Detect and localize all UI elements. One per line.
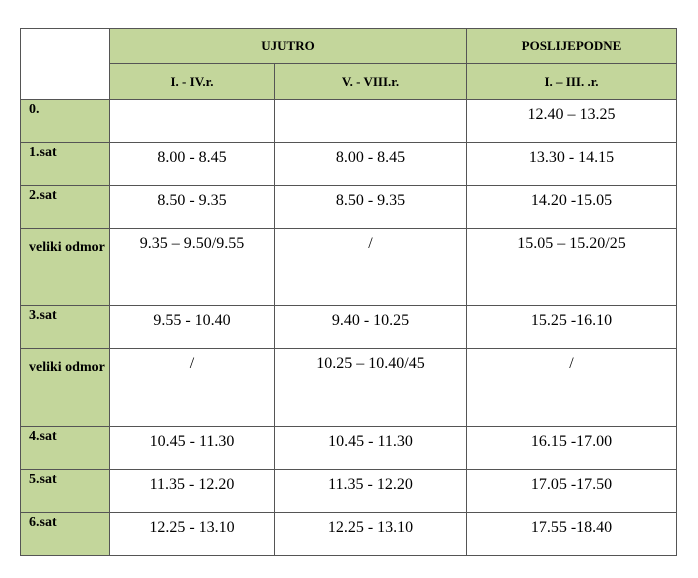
period-label: 2.sat <box>21 186 110 229</box>
period-label: veliki odmor <box>21 229 110 306</box>
time-cell: 16.15 -17.00 <box>467 427 677 470</box>
time-cell <box>275 100 467 143</box>
table-row <box>21 143 677 186</box>
grade-low-header: I. - IV.r. <box>110 64 275 100</box>
header-row-grades <box>21 64 677 100</box>
time-cell: 17.55 -18.40 <box>467 513 677 556</box>
time-cell: 10.25 – 10.40/45 <box>275 349 467 427</box>
table-row <box>21 513 677 556</box>
time-cell <box>110 100 275 143</box>
time-cell: 11.35 - 12.20 <box>275 470 467 513</box>
time-cell: 13.30 - 14.15 <box>467 143 677 186</box>
time-cell: 8.50 - 9.35 <box>110 186 275 229</box>
time-cell: 10.45 - 11.30 <box>275 427 467 470</box>
morning-header: UJUTRO <box>110 29 467 64</box>
header-row-top <box>21 29 677 64</box>
table-row <box>21 470 677 513</box>
grade-high-header: V. - VIII.r. <box>275 64 467 100</box>
time-cell: 8.50 - 9.35 <box>275 186 467 229</box>
time-cell: 12.25 - 13.10 <box>275 513 467 556</box>
time-cell: / <box>467 349 677 427</box>
time-cell: 9.35 – 9.50/9.55 <box>110 229 275 306</box>
period-label: 4.sat <box>21 427 110 470</box>
time-cell: / <box>110 349 275 427</box>
table-row <box>21 306 677 349</box>
grade-pm-header: I. – III. .r. <box>467 64 677 100</box>
table-row <box>21 186 677 229</box>
time-cell: 17.05 -17.50 <box>467 470 677 513</box>
time-cell: 8.00 - 8.45 <box>275 143 467 186</box>
period-label: 6.sat <box>21 513 110 556</box>
time-cell: 14.20 -15.05 <box>467 186 677 229</box>
table-row <box>21 349 677 427</box>
period-label: 1.sat <box>21 143 110 186</box>
time-cell: 11.35 - 12.20 <box>110 470 275 513</box>
table-row <box>21 427 677 470</box>
time-cell: 15.25 -16.10 <box>467 306 677 349</box>
time-cell: 15.05 – 15.20/25 <box>467 229 677 306</box>
table-row <box>21 229 677 306</box>
period-label: 0. <box>21 100 110 143</box>
time-cell: 10.45 - 11.30 <box>110 427 275 470</box>
time-cell: 8.00 - 8.45 <box>110 143 275 186</box>
time-cell: / <box>275 229 467 306</box>
table-row <box>21 100 677 143</box>
period-label: veliki odmor <box>21 349 110 427</box>
afternoon-header: POSLIJEPODNE <box>467 29 677 64</box>
time-cell: 9.55 - 10.40 <box>110 306 275 349</box>
time-cell: 12.40 – 13.25 <box>467 100 677 143</box>
time-cell: 9.40 - 10.25 <box>275 306 467 349</box>
time-cell: 12.25 - 13.10 <box>110 513 275 556</box>
period-label: 3.sat <box>21 306 110 349</box>
corner-cell <box>21 29 110 100</box>
schedule-table <box>20 28 677 556</box>
period-label: 5.sat <box>21 470 110 513</box>
